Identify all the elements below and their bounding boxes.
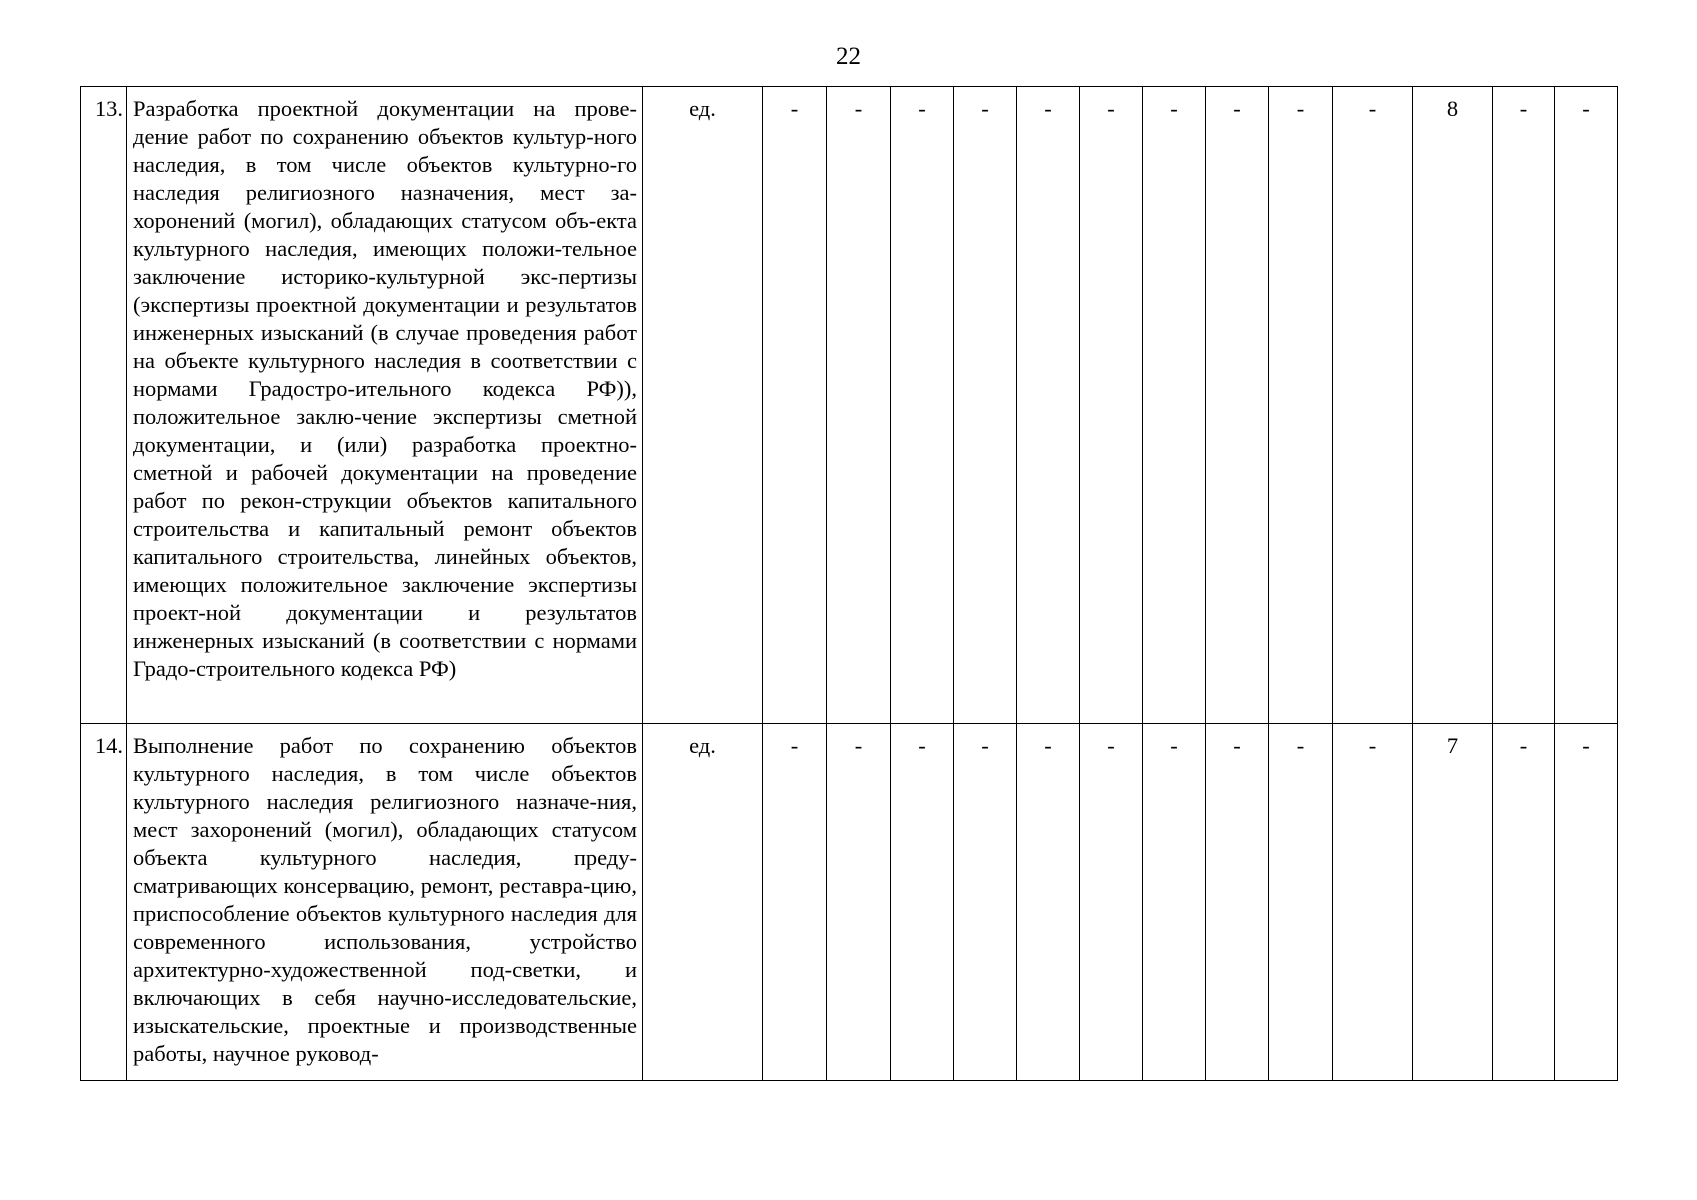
row-value: - — [1017, 87, 1080, 724]
row-value: - — [1269, 724, 1333, 1081]
row-value: - — [1493, 724, 1555, 1081]
row-value: - — [1080, 87, 1143, 724]
row-value: - — [827, 724, 891, 1081]
row-number: 13. — [81, 87, 127, 724]
row-value: - — [1143, 87, 1206, 724]
row-description: Разработка проектной документации на прове-дение работ по сохранению объектов культур-ного наследия, в том числе объектов культурно-го наследия религиозного назначения, мест за-хоронений (могил), обладающих статусом объ-екта культурного наследия, имеющих положи-тельное заключение историко-культурной экс-пертизы (экспертизы проектной документации и результатов инженерных изысканий (в случае проведения работ на объекте культурного наследия в соответствии с нормами Градостро-ительного кодекса РФ)), положительное заклю-чение экспертизы сметной документации, и (или) разработка проектно-сметной и рабочей документации на проведение работ по рекон-струкции объектов капитального строительства и капитальный ремонт объектов капитального строительства, линейных объектов, имеющих положительное заключение экспертизы проект-ной документации и результатов инженерных изысканий (в соответствии с нормами Градо-строительного кодекса РФ) — [127, 87, 643, 724]
row-value: - — [1333, 87, 1413, 724]
row-value: - — [1080, 724, 1143, 1081]
row-value: - — [1555, 724, 1618, 1081]
row-value: - — [954, 87, 1017, 724]
row-description: Выполнение работ по сохранению объектов культурного наследия, в том числе объектов культурного наследия религиозного назначе-ния, мест захоронений (могил), обладающих статусом объекта культурного наследия, преду-сматривающих консервацию, ремонт, реставра-цию, приспособление объектов культурного наследия для современного использования, устройство архитектурно-художественной под-светки, и включающих в себя научно-исследовательские, изыскательские, проектные и производственные работы, научное руковод- — [127, 724, 643, 1081]
row-value: - — [1493, 87, 1555, 724]
row-value: - — [891, 724, 954, 1081]
row-unit: ед. — [643, 724, 763, 1081]
row-value: - — [1017, 724, 1080, 1081]
data-table — [80, 86, 1618, 1081]
row-value: - — [827, 87, 891, 724]
row-value: - — [1333, 724, 1413, 1081]
row-value: - — [1269, 87, 1333, 724]
row-value: - — [1555, 87, 1618, 724]
row-value: 8 — [1413, 87, 1493, 724]
row-value: - — [1206, 87, 1269, 724]
row-number: 14. — [81, 724, 127, 1081]
row-value: - — [763, 87, 827, 724]
row-value: - — [891, 87, 954, 724]
page-number: 22 — [836, 43, 861, 70]
table-row — [81, 87, 1618, 724]
row-value: - — [763, 724, 827, 1081]
row-unit: ед. — [643, 87, 763, 724]
table-row — [81, 724, 1618, 1081]
row-value: - — [1206, 724, 1269, 1081]
row-value: 7 — [1413, 724, 1493, 1081]
row-value: - — [1143, 724, 1206, 1081]
row-value: - — [954, 724, 1017, 1081]
